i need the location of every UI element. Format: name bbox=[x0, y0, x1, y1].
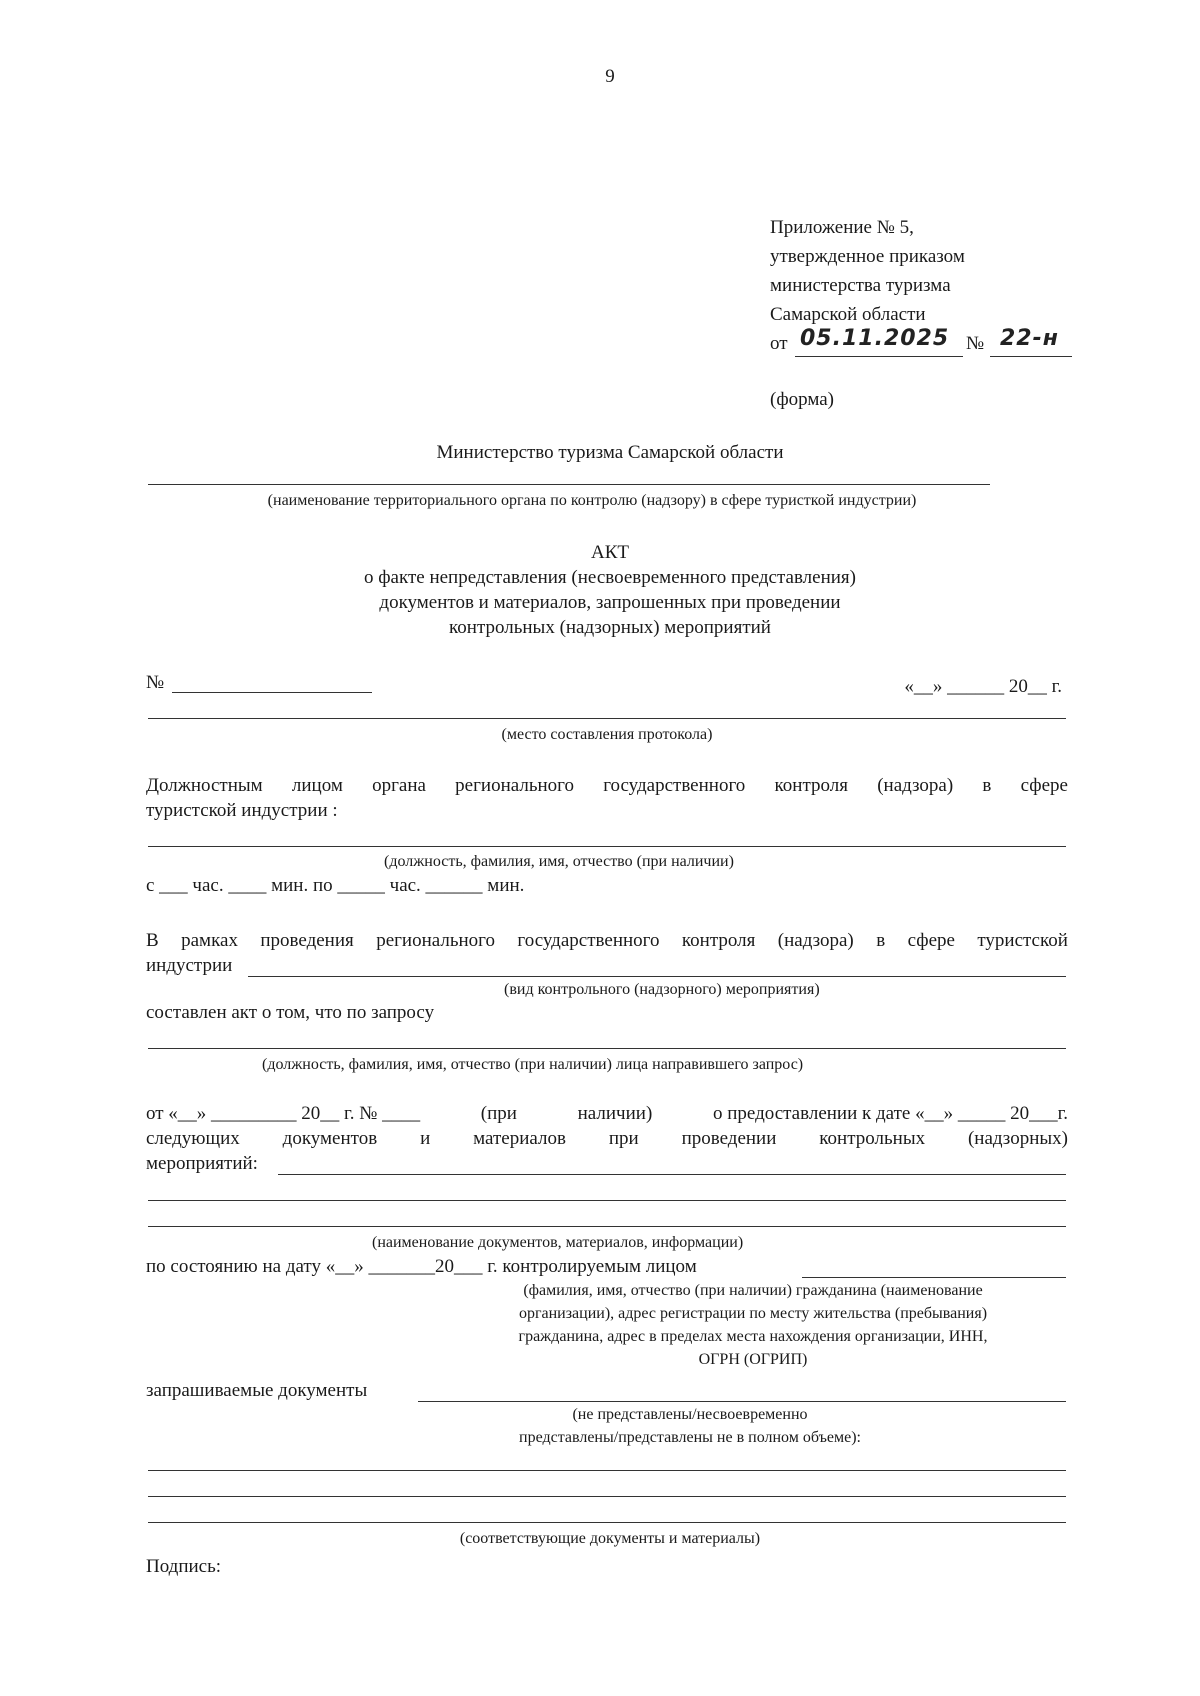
approval-line-3: министерства туризма bbox=[770, 275, 951, 296]
official-word: органа bbox=[372, 775, 426, 796]
request-segment: (при bbox=[480, 1103, 517, 1124]
request-segment: наличии) bbox=[577, 1103, 653, 1124]
official-word: Должностным bbox=[146, 775, 263, 796]
official-word: лицом bbox=[291, 775, 343, 796]
form-label: (форма) bbox=[770, 389, 835, 410]
signature-label: Подпись: bbox=[146, 1556, 222, 1577]
framework-type-line bbox=[248, 976, 1066, 977]
materials-caption: (соответствующие документы и материалы) bbox=[459, 1530, 761, 1547]
request-line-2 bbox=[146, 1128, 1068, 1150]
requester-caption: (должность, фамилия, имя, отчество (при наличии) лица направившего запрос) bbox=[262, 1056, 804, 1073]
documents-line-1 bbox=[278, 1174, 1066, 1175]
framework-word: В bbox=[146, 930, 159, 951]
act-date: «__» ______ 20__ г. bbox=[904, 676, 1062, 697]
framework-word: рамках bbox=[181, 930, 238, 951]
documents-line-3 bbox=[148, 1226, 1066, 1227]
framework-line-2: индустрии bbox=[146, 955, 233, 976]
title-line-3: контрольных (надзорных) мероприятий bbox=[449, 617, 771, 638]
approval-line-1: Приложение № 5, bbox=[770, 217, 914, 238]
request-word: и bbox=[420, 1128, 431, 1149]
request-line-1 bbox=[146, 1103, 1068, 1125]
materials-line-2 bbox=[148, 1496, 1066, 1497]
official-line-2: туристской индустрии : bbox=[146, 800, 338, 821]
requested-label: запрашиваемые документы bbox=[146, 1380, 368, 1401]
official-line-1 bbox=[146, 775, 1068, 797]
approval-line-2: утвержденное приказом bbox=[770, 246, 965, 267]
framework-word: туристской bbox=[977, 930, 1068, 951]
framework-word: (надзора) bbox=[777, 930, 854, 951]
request-word: (надзорных) bbox=[967, 1128, 1068, 1149]
requested-caption-2: представлены/представлены не в полном объеме): bbox=[519, 1429, 861, 1446]
approval-from-label: от bbox=[770, 333, 788, 354]
official-word: контроля bbox=[774, 775, 848, 796]
documents-line-2 bbox=[148, 1200, 1066, 1201]
framework-line-3: составлен акт о том, что по запросу bbox=[146, 1002, 435, 1023]
title-main: АКТ bbox=[591, 542, 629, 563]
request-line-3: мероприятий: bbox=[146, 1153, 258, 1174]
official-word: государственного bbox=[603, 775, 746, 796]
request-segment: от «__» _________ 20__ г. № ____ bbox=[146, 1103, 421, 1124]
status-caption-3: гражданина, адрес в пределах места нахождения организации, ИНН, bbox=[518, 1328, 988, 1345]
status-caption-4: ОГРН (ОГРИП) bbox=[698, 1351, 808, 1368]
official-word: в bbox=[982, 775, 992, 796]
request-word: материалов bbox=[473, 1128, 566, 1149]
official-word: (надзора) bbox=[877, 775, 954, 796]
org-name-line bbox=[148, 484, 990, 485]
requested-caption-1: (не представлены/несвоевременно bbox=[572, 1406, 808, 1423]
request-word: следующих bbox=[146, 1128, 240, 1149]
requester-line bbox=[148, 1048, 1066, 1049]
framework-caption: (вид контрольного (надзорного) мероприятия) bbox=[504, 981, 820, 998]
requested-line bbox=[418, 1401, 1066, 1402]
documents-caption: (наименование документов, материалов, информации) bbox=[372, 1234, 744, 1251]
title-line-1: о факте непредставления (несвоевременного представления) bbox=[363, 567, 856, 588]
approval-no-label: № bbox=[966, 333, 985, 354]
place-caption: (место составления протокола) bbox=[501, 726, 713, 743]
official-word: сфере bbox=[1020, 775, 1068, 796]
framework-word: регионального bbox=[376, 930, 495, 951]
approval-number-handwritten: 22-н bbox=[1000, 326, 1059, 351]
controlled-person-line bbox=[802, 1277, 1066, 1278]
materials-line-3 bbox=[148, 1522, 1066, 1523]
request-word: контрольных bbox=[819, 1128, 926, 1149]
official-word: регионального bbox=[455, 775, 574, 796]
request-segment: о предоставлении к дате «__» _____ 20___г. bbox=[712, 1103, 1068, 1124]
framework-word: проведения bbox=[260, 930, 354, 951]
time-row: с ___ час. ____ мин. по _____ час. ______ мин. bbox=[146, 875, 525, 896]
materials-line-1 bbox=[148, 1470, 1066, 1471]
act-number-line bbox=[172, 692, 372, 693]
place-line bbox=[148, 718, 1066, 719]
act-number-label: № bbox=[146, 672, 165, 693]
request-word: проведении bbox=[681, 1128, 777, 1149]
page-number: 9 bbox=[605, 66, 615, 87]
org-caption: (наименование территориального органа по контролю (надзору) в сфере туристкой индустрии) bbox=[267, 492, 917, 509]
official-caption: (должность, фамилия, имя, отчество (при наличии) bbox=[384, 853, 734, 870]
approval-date-line bbox=[795, 356, 963, 357]
official-name-line bbox=[148, 846, 1066, 847]
approval-date-handwritten: 05.11.2025 bbox=[800, 326, 950, 351]
framework-word: сфере bbox=[907, 930, 955, 951]
approval-line-4: Самарской области bbox=[770, 304, 926, 325]
framework-word: контроля bbox=[681, 930, 756, 951]
framework-line-1 bbox=[146, 930, 1068, 952]
status-caption-1: (фамилия, имя, отчество (при наличии) гражданина (наименование bbox=[523, 1282, 983, 1299]
status-line: по состоянию на дату «__» _______20___ г. контролируемым лицом bbox=[146, 1256, 697, 1277]
request-word: при bbox=[608, 1128, 639, 1149]
org-name: Министерство туризма Самарской области bbox=[436, 442, 784, 463]
status-caption-2: организации), адрес регистрации по месту жительства (пребывания) bbox=[518, 1305, 988, 1322]
framework-word: в bbox=[876, 930, 886, 951]
framework-word: государственного bbox=[517, 930, 660, 951]
approval-number-line bbox=[990, 356, 1072, 357]
title-line-2: документов и материалов, запрошенных при проведении bbox=[379, 592, 841, 613]
request-word: документов bbox=[282, 1128, 378, 1149]
